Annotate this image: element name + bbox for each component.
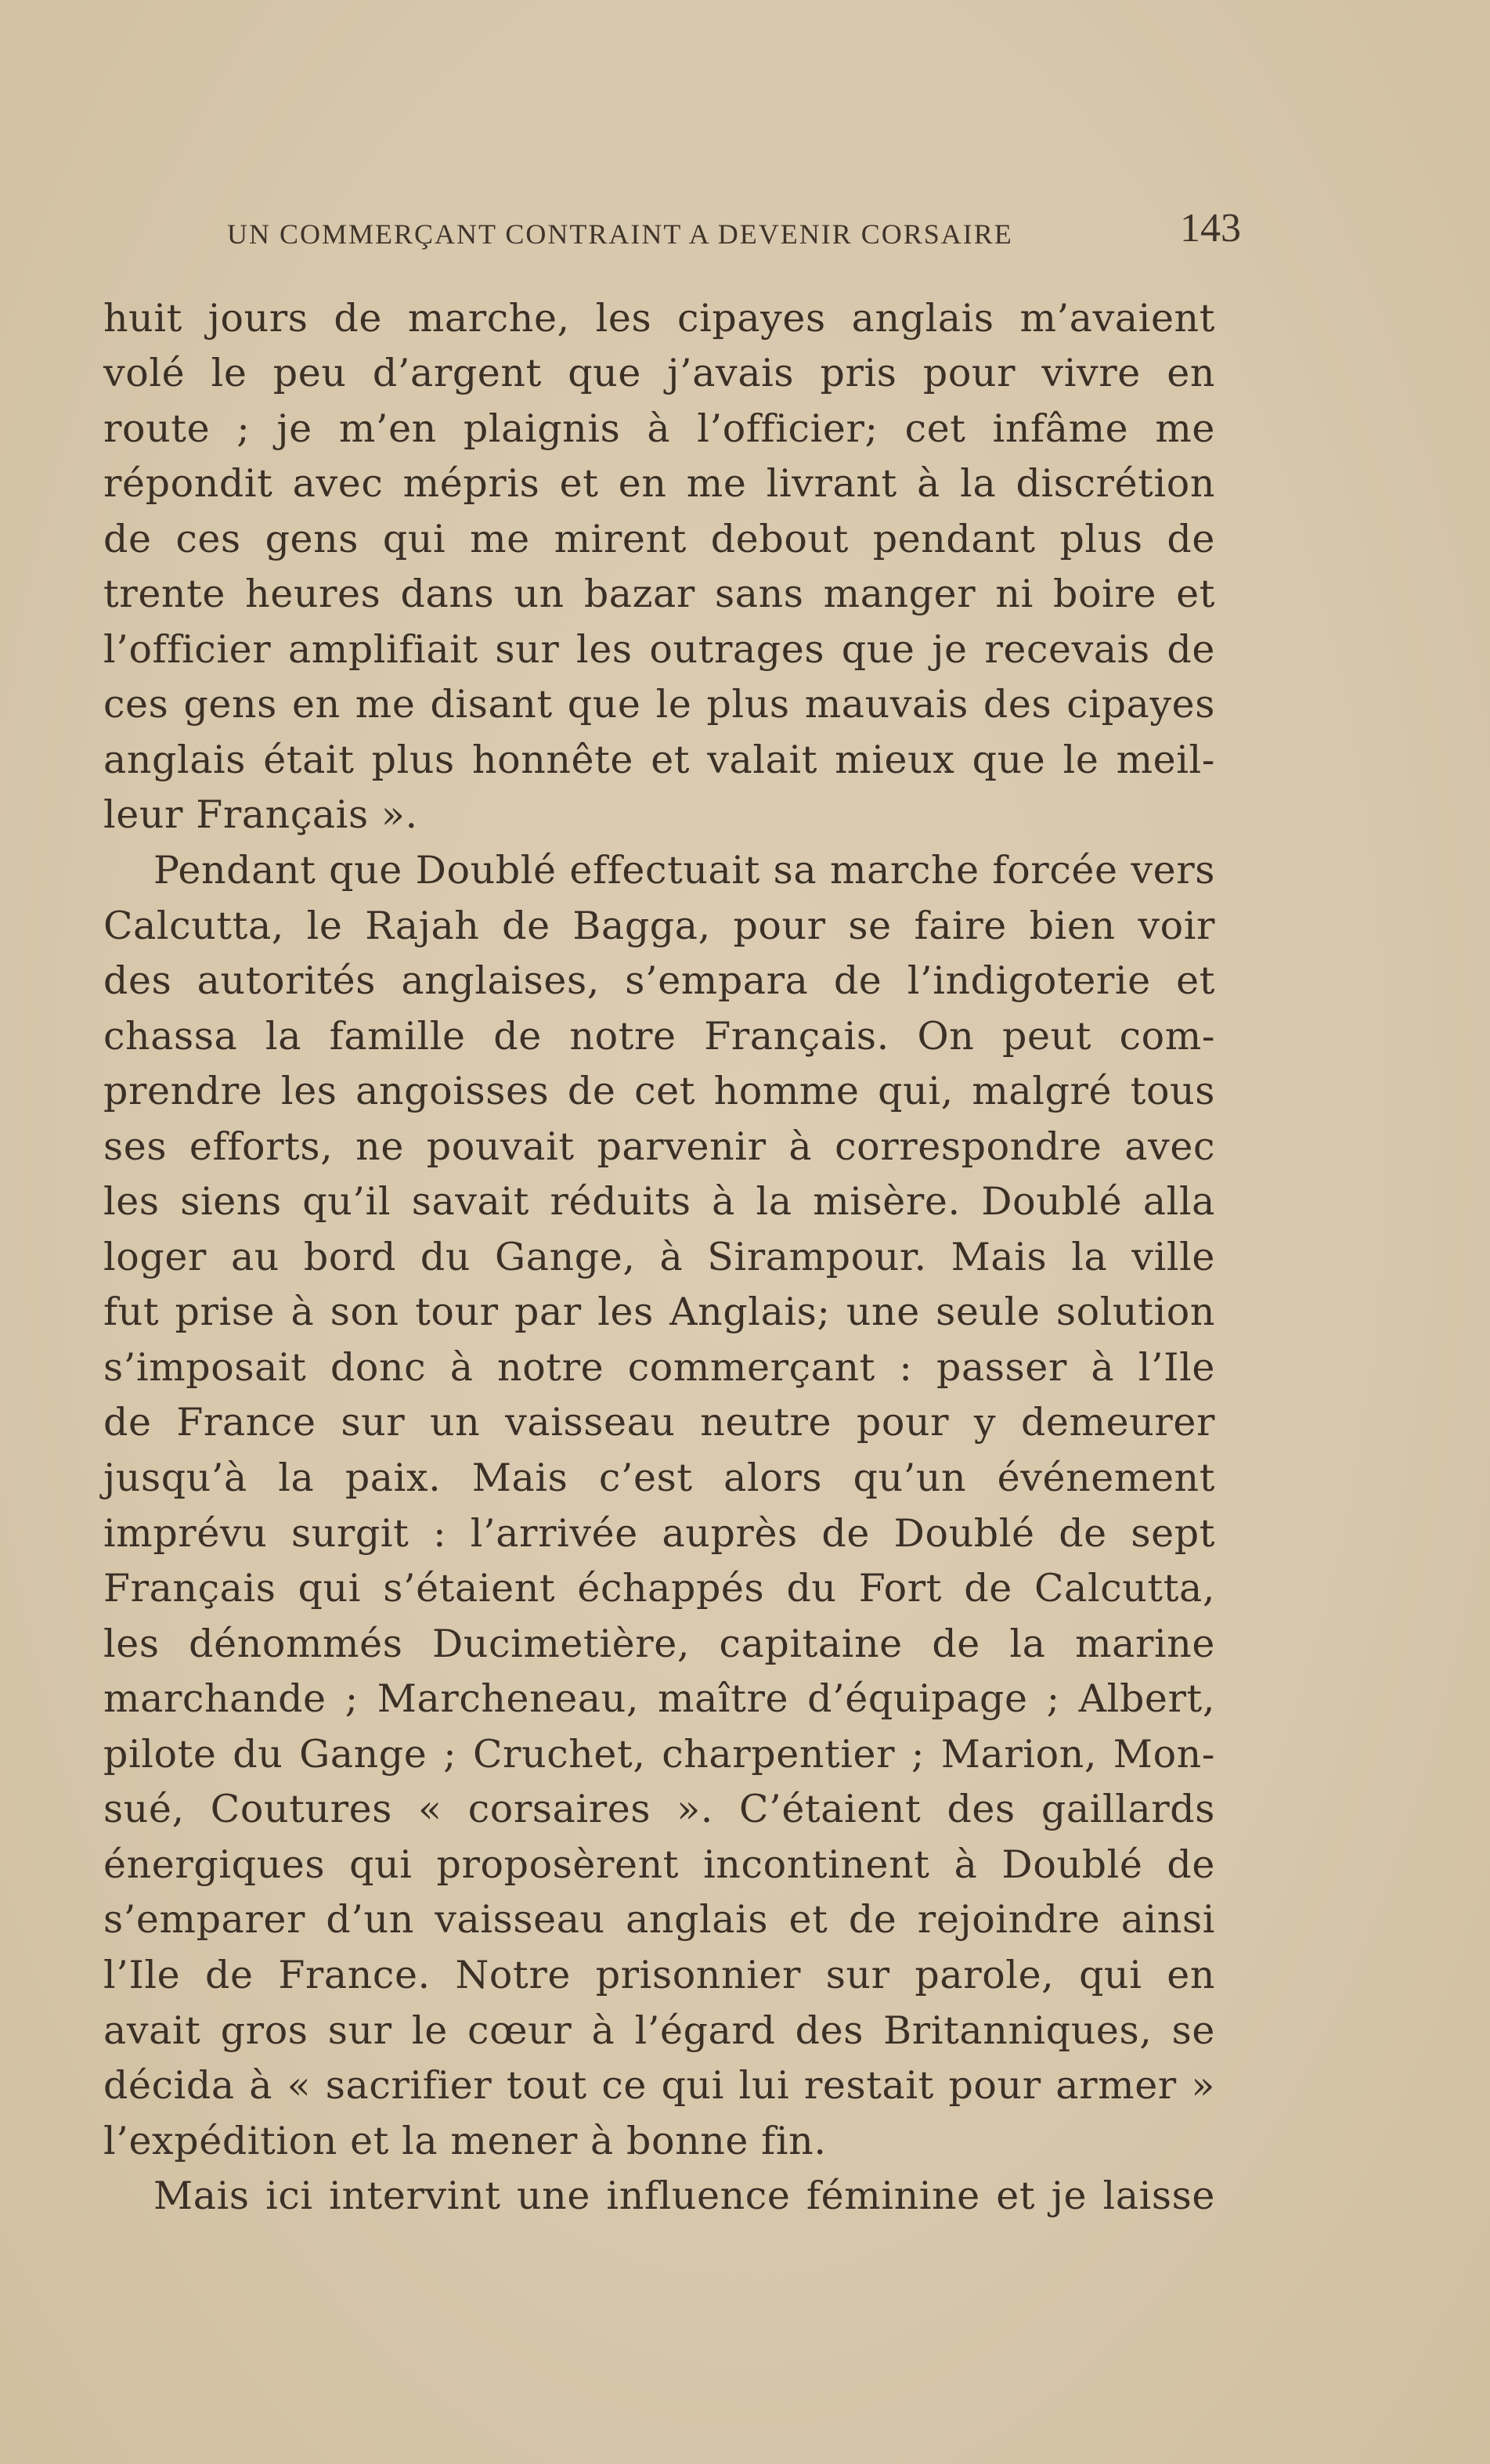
text-line: ses efforts, ne pouvait parvenir à correspondre avec: [103, 1124, 1215, 1169]
text-line: décida à « sacrifier tout ce qui lui restait pour armer »: [103, 2063, 1215, 2108]
text-line: les dénommés Ducimetière, capitaine de la marine: [103, 1622, 1215, 1666]
text-line: de ces gens qui me mirent debout pendant plus de: [103, 517, 1215, 561]
text-line: huit jours de marche, les cipayes anglais m’avaient: [103, 296, 1215, 341]
text-line: les siens qu’il savait réduits à la misère. Doublé alla: [103, 1179, 1215, 1224]
text-line: s’imposait donc à notre commerçant : passer à l’Ile: [103, 1345, 1215, 1390]
text-line: l’expédition et la mener à bonne fin.: [103, 2119, 827, 2163]
text-line: fut prise à son tour par les Anglais; une seule solution: [103, 1290, 1215, 1334]
text-line: s’emparer d’un vaisseau anglais et de rejoindre ainsi: [103, 1897, 1215, 1942]
text-line: Calcutta, le Rajah de Bagga, pour se faire bien voir: [103, 904, 1215, 948]
text-line: Mais ici intervint une influence féminine et je laisse: [153, 2174, 1215, 2218]
text-line: répondit avec mépris et en me livrant à la discrétion: [103, 461, 1215, 506]
running-title: UN COMMERÇANT CONTRAINT A DEVENIR CORSAIRE: [227, 218, 1013, 250]
text-line: route ; je m’en plaignis à l’officier; cet infâme me: [103, 406, 1215, 451]
text-line: anglais était plus honnête et valait mieux que le meil-: [103, 738, 1215, 782]
text-line: sué, Coutures « corsaires ». C’étaient des gaillards: [103, 1787, 1215, 1831]
text-line: leur Français ».: [103, 792, 418, 837]
text-line: marchande ; Marcheneau, maître d’équipage ; Albert,: [103, 1676, 1215, 1721]
text-line: pilote du Gange ; Cruchet, charpentier ; Marion, Mon-: [103, 1732, 1215, 1777]
text-line: Français qui s’étaient échappés du Fort de Calcutta,: [103, 1566, 1215, 1611]
text-line: Pendant que Doublé effectuait sa marche forcée vers: [153, 848, 1215, 893]
text-line: de France sur un vaisseau neutre pour y demeurer: [103, 1400, 1215, 1445]
text-line: ces gens en me disant que le plus mauvais des cipayes: [103, 682, 1215, 727]
text-line: chassa la famille de notre Français. On peut com-: [103, 1014, 1215, 1059]
text-line: des autorités anglaises, s’empara de l’indigoterie et: [103, 958, 1215, 1003]
text-line: jusqu’à la paix. Mais c’est alors qu’un événement: [103, 1456, 1215, 1500]
text-line: l’officier amplifiait sur les outrages que je recevais de: [103, 627, 1215, 672]
text-line: l’Ile de France. Notre prisonnier sur parole, qui en: [103, 1953, 1215, 1997]
text-line: prendre les angoisses de cet homme qui, malgré tous: [103, 1069, 1215, 1113]
text-line: volé le peu d’argent que j’avais pris pour vivre en: [103, 351, 1215, 395]
text-line: énergiques qui proposèrent incontinent à Doublé de: [103, 1842, 1215, 1887]
text-line: trente heures dans un bazar sans manger ni boire et: [103, 572, 1215, 616]
text-line: loger au bord du Gange, à Sirampour. Mais la ville: [103, 1235, 1215, 1279]
page-number: 143: [1180, 206, 1241, 251]
text-line: avait gros sur le cœur à l’égard des Britanniques, se: [103, 2008, 1215, 2053]
text-line: imprévu surgit : l’arrivée auprès de Doublé de sept: [103, 1511, 1215, 1556]
